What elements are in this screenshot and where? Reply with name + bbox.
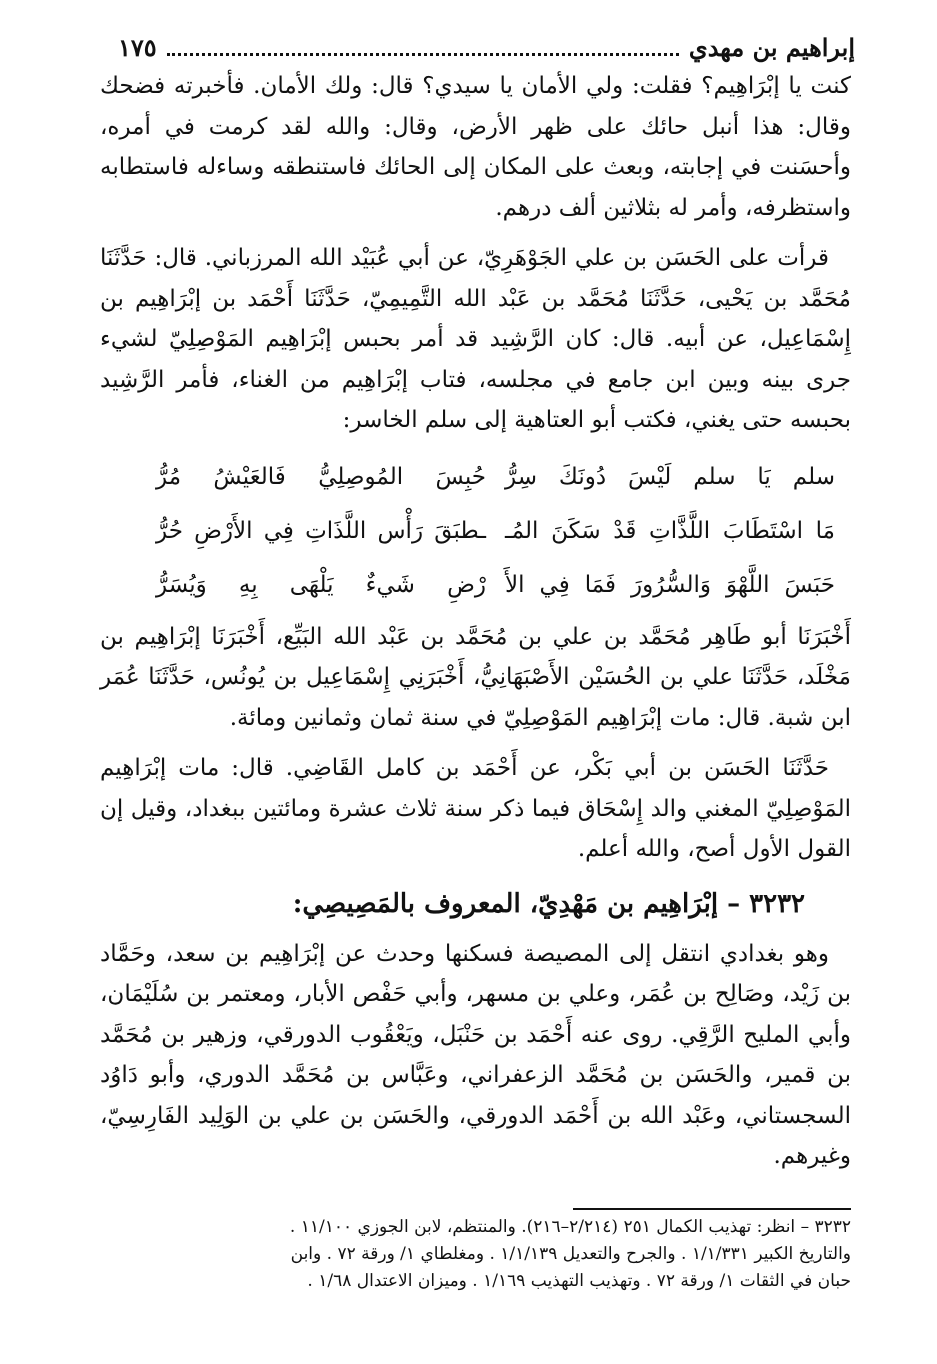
running-title: إبراهيم بن مهدي [688, 32, 855, 62]
verse-second-hemistich: حُبِسَ المُوصِلِيُّ فَالعَيْشُ مُرُّ [156, 464, 486, 491]
footnote [96, 1214, 851, 1295]
verse-second-hemistich: رْضِ شَيءٌ يَلْهَى بِهِ وَيُسَرُّ [156, 572, 486, 599]
page-number: ١٧٥ [118, 32, 157, 62]
footnote-rule [573, 1208, 851, 1210]
footnote-line: ٣٢٣٢ – انظر: تهذيب الكمال ٢٥١ (٢/٢١٤–٢١٦). والمنتظم، لابن الجوزي ١١/١٠٠ . [289, 1217, 851, 1237]
verse-first-hemistich: حَبَسَ اللَّهْوَ وَالسُّرُورَ فَمَا فِي الأَ [505, 572, 835, 599]
verse-line [100, 451, 851, 505]
verse-line [100, 559, 851, 613]
running-header [118, 30, 855, 64]
poem [100, 451, 851, 613]
verse-first-hemistich: مَا اسْتَطَابَ اللَّذَّاتِ قَدْ سَكَنَ المُـ [505, 518, 835, 545]
paragraph: قرأت على الحَسَن بن علي الجَوْهَرِيّ، عن أبي عُبَيْد الله المرزباني. قال: حَدَّثَنَا مُحَمَّد بن يَحْيى، حَدَّثَنَا مُحَمَّد بن عَبْد الله التَّمِيمِيّ، حَدَّثَنَا أَحْمَد بن إبْرَاهِيم بن إِسْمَاعِيل، عن أبيه. قال: كان الرَّشِيد قد أمر بحبس إبْرَاهِيم المَوْصِلِيّ لشيء جرى بينه وبين ابن جامع في مجلسه، فتاب إبْرَاهِيم من الغناء، فأمر الرَّشِيد بحبسه حتى يغني، فكتب أبو العتاهية إلى سلم الخاسر: [100, 245, 851, 433]
verse-first-hemistich: سلم يَا سلم لَيْسَ دُونَكَ سِرُّ [505, 464, 835, 491]
footnote-line: والتاريخ الكبير ١/١/٣٣١ . والجرح والتعديل ١/١/١٣٩ . ومغلطاي ١/ ورقة ٧٢ . وابن [290, 1244, 851, 1264]
verse-line [100, 505, 851, 559]
leader-dots [167, 39, 679, 56]
paragraph: حَدَّثَنَا الحَسَن بن أبي بَكْر، عن أَحْمَد بن كامل القَاضِي. قال: مات إبْرَاهِيم المَوْصِلِيّ المغني والد إِسْحَاق فيما ذكر سنة ثلاث عشرة ومائتين ببغداد، وقيل إن القول الأول أصح، والله أعلم. [100, 755, 851, 862]
entry-text: وهو بغدادي انتقل إلى المصيصة فسكنها وحدث عن إبْرَاهِيم بن سعد، وحَمَّاد بن زَيْد، وصَالِح بن عُمَر، وعلي بن مسهر، وأبي حَفْص الأبار، ومعتمر بن سُلَيْمَان، وأبي المليح الرَّقِي. روى عنه أَحْمَد بن حَنْبَل، ويَعْقُوب الدورقي، وزهير بن مُحَمَّد بن قمير، والحَسَن بن مُحَمَّد الزعفراني، وعَبَّاس بن مُحَمَّد الدوري، وأبو دَاوُد السجستاني، وعَبْد الله بن أَحْمَد الدورقي، والحَسَن بن علي بن الوَلِيد الفَارِسِيّ، وغيرهم. [100, 940, 851, 1169]
main-text [100, 66, 851, 1187]
paragraph: أَخْبَرَنَا أبو طَاهِر مُحَمَّد بن علي بن مُحَمَّد بن عَبْد الله البَيِّع، أَخْبَرَنَا إبْرَاهِيم بن مَخْلَد، حَدَّثَنَا علي بن الحُسَيْن الأَصْبَهَانِيُّ، أَخْبَرَنِي إِسْمَاعِيل بن يُونُس، حَدَّثَنَا عُمَر ابن شبة. قال: مات إبْرَاهِيم المَوْصِلِيّ في سنة ثمان وثمانين ومائة. [100, 623, 851, 731]
verse-second-hemistich: ـطبَقَ رَأْس اللَّذَاتِ فِي الأَرْضِ حُرُّ [156, 518, 486, 545]
entry-heading: ٣٢٣٢ – إبْرَاهِيم بن مَهْدِيّ، المعروف بالمَصِيصِي: [292, 888, 805, 919]
footnote-line: حبان في الثقات ١/ ورقة ٧٢ . وتهذيب التهذيب ١/١٦٩ . وميزان الاعتدال ١/٦٨ . [307, 1271, 851, 1291]
paragraph: كنت يا إبْرَاهِيم؟ فقلت: ولي الأمان يا سيدي؟ قال: ولك الأمان. فأخبرته فضحك وقال: هذا أنبل حائك على ظهر الأرض، وقال: والله لقد كرمت في أمره، وأحسَنت في إجابته، وبعث على المكان إلى الحائك فاستنطقه وساءله فاستطابه واستظرفه، وأمر له بثلاثين ألف درهم. [100, 73, 851, 221]
